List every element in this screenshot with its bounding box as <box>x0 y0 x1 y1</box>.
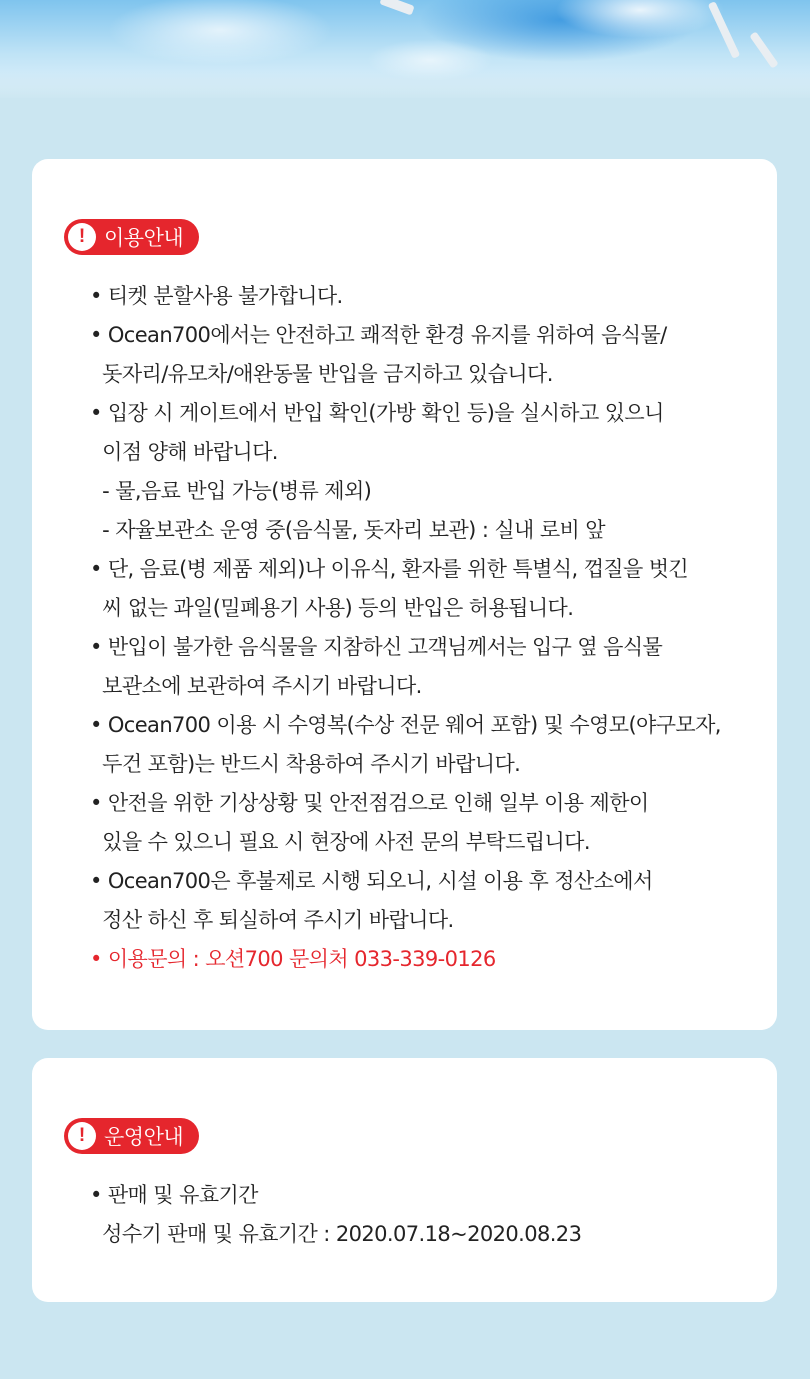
usage-info-badge <box>64 219 199 255</box>
slide-rail-decoration <box>708 1 741 59</box>
usage-line: - 물,음료 반입 가능(병류 제외) <box>90 479 372 503</box>
operation-info-badge <box>64 1118 199 1154</box>
usage-line: • Ocean700에서는 안전하고 쾌적한 환경 유지를 위하여 음식물/ <box>90 323 667 347</box>
contact-line: • 이용문의 : 오션700 문의처 033-339-0126 <box>90 947 496 971</box>
usage-line: 씨 없는 과일(밀폐용기 사용) 등의 반입은 허용됩니다. <box>90 596 574 620</box>
usage-info-card <box>32 159 777 1030</box>
usage-line: • Ocean700은 후불제로 시행 되오니, 시설 이용 후 정산소에서 <box>90 869 653 893</box>
operation-line: 성수기 판매 및 유효기간 : 2020.07.18~2020.08.23 <box>90 1222 582 1246</box>
operation-line: • 판매 및 유효기간 <box>90 1183 258 1207</box>
usage-line: • 입장 시 게이트에서 반입 확인(가방 확인 등)을 실시하고 있으니 <box>90 401 664 425</box>
usage-line: - 자율보관소 운영 중(음식물, 돗자리 보관) : 실내 로비 앞 <box>90 518 605 542</box>
operation-info-title: 운영안내 <box>104 1125 184 1149</box>
operation-info-card <box>32 1058 777 1302</box>
usage-line: 두건 포함)는 반드시 착용하여 주시기 바랍니다. <box>90 752 521 776</box>
usage-info-title: 이용안내 <box>104 226 184 250</box>
usage-line: 정산 하신 후 퇴실하여 주시기 바랍니다. <box>90 908 454 932</box>
usage-line: 돗자리/유모차/애완동물 반입을 금지하고 있습니다. <box>90 362 553 386</box>
exclamation-icon: ! <box>68 1122 96 1150</box>
exclamation-icon: ! <box>68 223 96 251</box>
usage-line: • Ocean700 이용 시 수영복(수상 전문 웨어 포함) 및 수영모(야구모자, <box>90 713 721 737</box>
usage-line: • 반입이 불가한 음식물을 지참하신 고객님께서는 입구 옆 음식물 <box>90 635 663 659</box>
hero-fade <box>0 70 810 100</box>
usage-line: • 단, 음료(병 제품 제외)나 이유식, 환자를 위한 특별식, 껍질을 벗긴 <box>90 557 689 581</box>
slide-rail-decoration <box>749 31 778 68</box>
slide-rail-decoration <box>379 0 414 16</box>
usage-line: 보관소에 보관하여 주시기 바랍니다. <box>90 674 422 698</box>
usage-line: • 티켓 분할사용 불가합니다. <box>90 284 343 308</box>
usage-line: • 안전을 위한 기상상황 및 안전점검으로 인해 일부 이용 제한이 <box>90 791 649 815</box>
usage-line: 있을 수 있으니 필요 시 현장에 사전 문의 부탁드립니다. <box>90 830 590 854</box>
usage-line: 이점 양해 바랍니다. <box>90 440 278 464</box>
